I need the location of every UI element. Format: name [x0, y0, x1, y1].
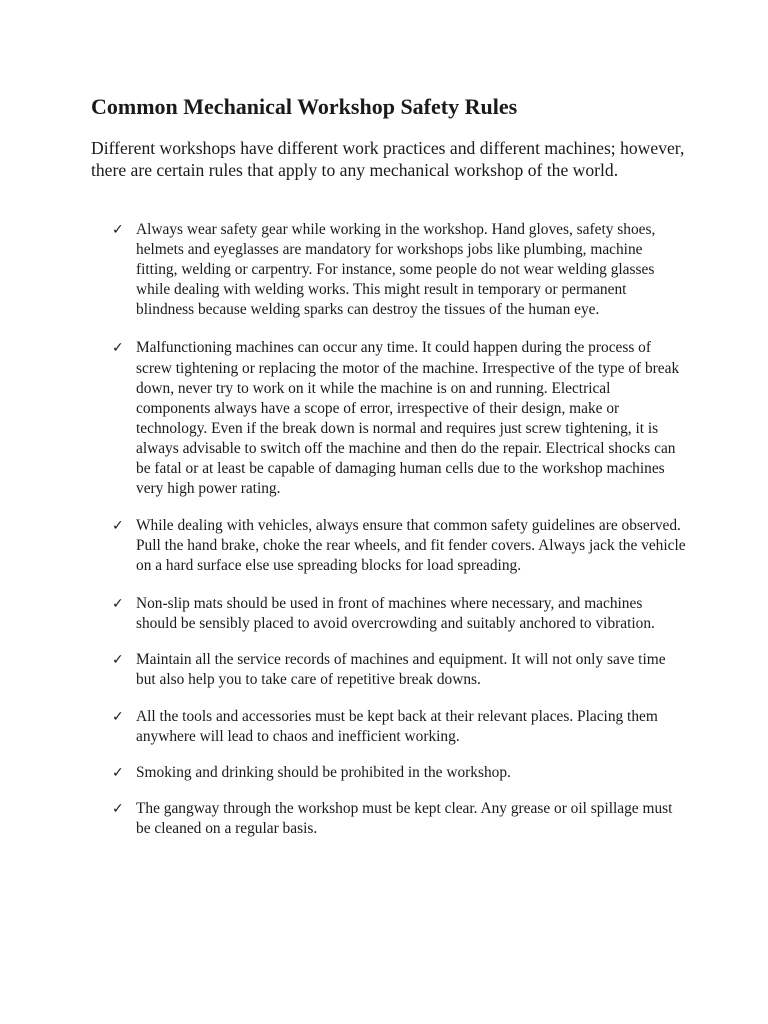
rule-text: Non-slip mats should be used in front of machines where necessary, and machines should be sensibly placed to avoid overcrowding and suitably anchored to vibration. [136, 594, 655, 632]
rule-text: While dealing with vehicles, always ensure that common safety guidelines are observed. Pull the hand brake, choke the rear wheels, and fit fender covers. Always jack the vehicle on a hard surface else use spreading blocks for load spreading. [136, 517, 686, 575]
checkmark-icon: ✓ [112, 222, 124, 238]
rule-item [0, 516, 686, 576]
rule-item [0, 763, 686, 783]
checkmark-icon: ✓ [112, 708, 124, 725]
rule-item [0, 650, 686, 690]
checkmark-icon: ✓ [112, 595, 124, 612]
checkmark-icon: ✓ [112, 340, 124, 357]
page-title: Common Mechanical Workshop Safety Rules [91, 94, 518, 119]
rule-text: All the tools and accessories must be kept back at their relevant places. Placing them anywhere will lead to chaos and inefficient working. [136, 707, 658, 745]
rule-item [0, 220, 686, 320]
rule-text: Smoking and drinking should be prohibited in the workshop. [136, 764, 511, 782]
checkmark-icon: ✓ [112, 518, 124, 535]
safety-rules-list [0, 220, 768, 839]
rule-item [0, 799, 686, 839]
intro-paragraph: Different workshops have different work practices and different machines; however, there are certain rules that apply to any mechanical workshop of the world. [91, 138, 685, 180]
checkmark-icon: ✓ [112, 801, 124, 818]
rule-item [0, 594, 686, 634]
checkmark-icon: ✓ [112, 765, 124, 782]
rule-item [0, 707, 686, 747]
rule-text: Always wear safety gear while working in the workshop. Hand gloves, safety shoes, helmets and eyeglasses are mandatory for workshops jobs like plumbing, machine fitting, welding or carpentry. For instance, some people do not wear welding glasses while dealing with welding works. This might result in temporary or permanent blindness because welding sparks can destroy the tissues of the human eye. [136, 221, 656, 319]
checkmark-icon: ✓ [112, 651, 124, 668]
rule-item [0, 338, 686, 499]
rule-text: Maintain all the service records of machines and equipment. It will not only save time but also help you to take care of repetitive break downs. [136, 650, 666, 688]
rule-text: Malfunctioning machines can occur any time. It could happen during the process of screw tightening or replacing the motor of the machine. Irrespective of the type of break down, never try to work on it while the machine is on and running. Electrical components always have a scope of error, irrespective of their design, make or technology. Even if the break down is normal and requires just screw tightening, it is always advisable to switch off the machine and then do the repair. Electrical shocks can be fatal or at least be capable of damaging human cells due to the workshop machines very high power rating. [136, 339, 680, 498]
rule-text: The gangway through the workshop must be kept clear. Any grease or oil spillage must be cleaned on a regular basis. [136, 800, 673, 838]
